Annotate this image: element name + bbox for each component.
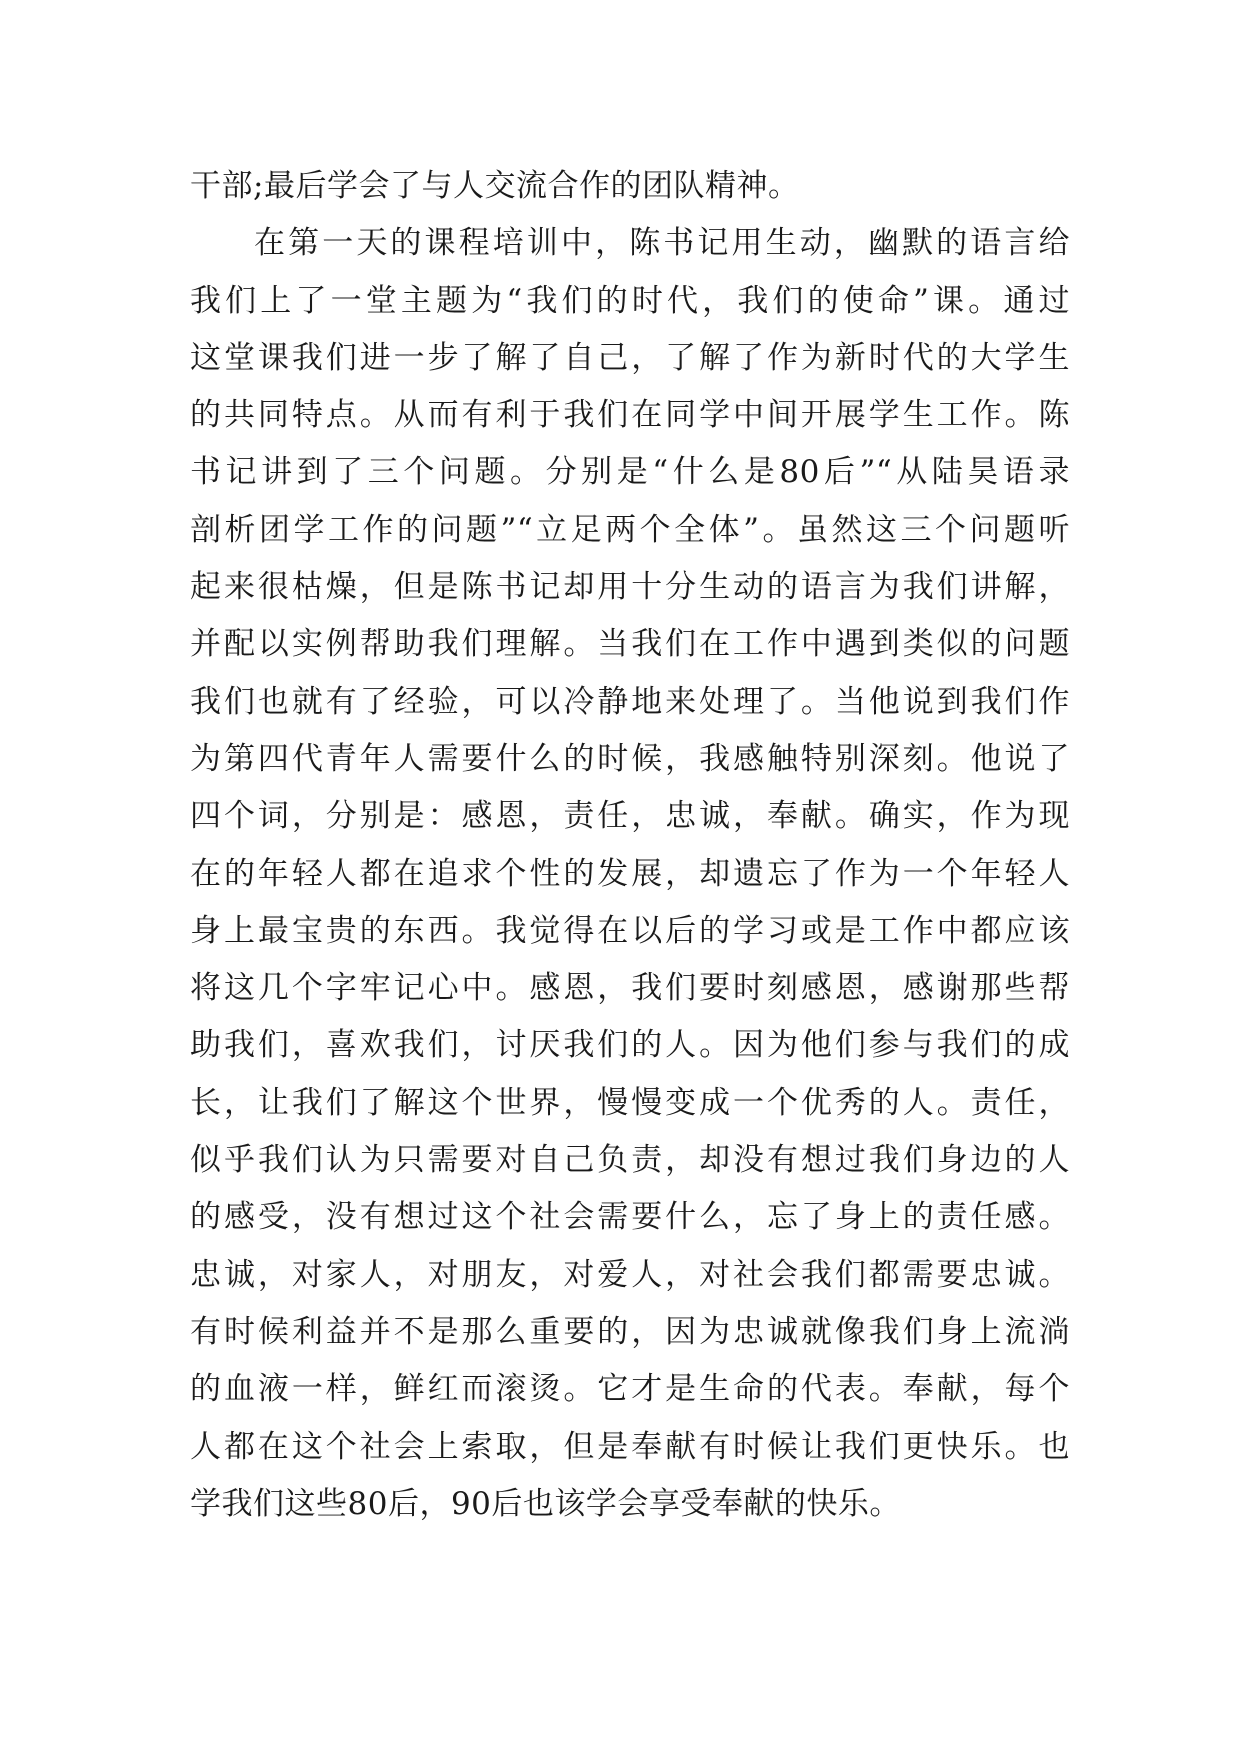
text-line: 起来很枯燥，但是陈书记却用十分生动的语言为我们讲解， <box>190 569 1070 606</box>
text-line: 的血液一样，鲜红而滚烫。它才是生命的代表。奉献，每个 <box>190 1371 1070 1408</box>
body-text <box>190 158 1070 1533</box>
text-line: 的感受，没有想过这个社会需要什么，忘了身上的责任感。 <box>190 1199 1070 1236</box>
text-line: 忠诚，对家人，对朋友，对爱人，对社会我们都需要忠诚。 <box>190 1256 1070 1293</box>
text-line: 有时候利益并不是那么重要的，因为忠诚就像我们身上流淌 <box>190 1313 1070 1350</box>
text-line: 书记讲到了三个问题。分别是“什么是80后”“从陆昊语录 <box>190 454 1070 491</box>
text-line: 这堂课我们进一步了解了自己，了解了作为新时代的大学生 <box>190 339 1070 376</box>
text-line: 为第四代青年人需要什么的时候，我感触特别深刻。他说了 <box>190 740 1070 777</box>
text-line: 我们也就有了经验，可以冷静地来处理了。当他说到我们作 <box>190 683 1070 720</box>
text-line: 将这几个字牢记心中。感恩，我们要时刻感恩，感谢那些帮 <box>190 970 1070 1007</box>
text-line: 干部;最后学会了与人交流合作的团队精神。 <box>190 168 800 204</box>
text-line: 助我们，喜欢我们，讨厌我们的人。因为他们参与我们的成 <box>190 1027 1070 1064</box>
text-line: 四个词，分别是：感恩，责任，忠诚，奉献。确实，作为现 <box>190 798 1070 835</box>
text-line: 学我们这些80后，90后也该学会享受奉献的快乐。 <box>190 1485 901 1522</box>
text-line: 似乎我们认为只需要对自己负责，却没有想过我们身边的人 <box>190 1142 1070 1179</box>
text-line: 并配以实例帮助我们理解。当我们在工作中遇到类似的问题 <box>190 626 1070 663</box>
text-line: 身上最宝贵的东西。我觉得在以后的学习或是工作中都应该 <box>190 912 1070 949</box>
paragraph-first-line: 在第一天的课程培训中，陈书记用生动，幽默的语言给 <box>254 225 1070 262</box>
text-line: 长，让我们了解这个世界，慢慢变成一个优秀的人。责任， <box>190 1084 1070 1121</box>
text-line: 的共同特点。从而有利于我们在同学中间开展学生工作。陈 <box>190 397 1070 434</box>
text-line: 在的年轻人都在追求个性的发展，却遗忘了作为一个年轻人 <box>190 855 1070 892</box>
text-line: 我们上了一堂主题为“我们的时代，我们的使命”课。通过 <box>190 282 1070 319</box>
text-line: 剖析团学工作的问题”“立足两个全体”。虽然这三个问题听 <box>190 511 1070 548</box>
text-line: 人都在这个社会上索取，但是奉献有时候让我们更快乐。也 <box>190 1428 1070 1465</box>
